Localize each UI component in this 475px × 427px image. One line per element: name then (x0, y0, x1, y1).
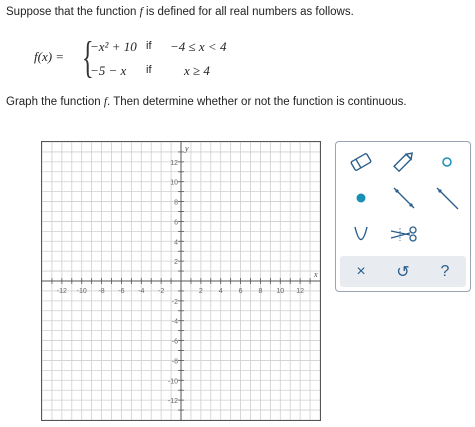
piece-1-if: if (146, 40, 152, 52)
x-tick-label: 4 (218, 288, 223, 295)
clear-button[interactable] (340, 256, 382, 287)
action-bar (340, 256, 466, 287)
help-icon: ? (440, 262, 450, 280)
instruction (6, 96, 407, 108)
y-tick-label: -6 (171, 338, 178, 346)
piecewise-definition (34, 33, 294, 82)
graph-svg[interactable] (42, 142, 320, 420)
y-tick-label: 10 (170, 179, 178, 187)
graph-canvas[interactable] (41, 141, 321, 421)
x-tick-label: 2 (198, 288, 203, 295)
ray-tool[interactable] (426, 180, 468, 216)
x-tick-label: -10 (76, 288, 87, 295)
y-tick-label: 6 (174, 219, 178, 227)
instruction-function-name: f (103, 96, 108, 108)
x-tick-label: -4 (138, 288, 145, 295)
scissors-tool[interactable] (383, 216, 425, 252)
intro-suffix: is defined for all real numbers as follows. (142, 6, 354, 18)
y-tick-label: 2 (174, 259, 178, 267)
intro-prefix: Suppose that the function (6, 6, 140, 18)
piece-2-if: if (146, 64, 152, 76)
instruction-suffix: . Then determine whether or not the function is continuous. (107, 96, 407, 108)
y-axis-label: y (185, 144, 189, 153)
open-point-tool[interactable] (426, 144, 468, 180)
x-tick-label: 8 (258, 288, 263, 295)
scissors-icon (388, 223, 420, 245)
x-tick-label: 10 (276, 288, 285, 295)
ray-icon (433, 184, 461, 212)
brace: { (82, 33, 94, 82)
closed-point-icon (351, 188, 371, 208)
function-lhs: f(x) = (34, 49, 65, 64)
x-tick-label: 6 (238, 288, 243, 295)
y-tick-label: -12 (167, 398, 178, 406)
open-point-icon (437, 152, 457, 172)
problem-intro (6, 6, 354, 18)
parabola-icon (349, 222, 373, 246)
x-tick-label: 12 (296, 288, 305, 295)
piece-1-expression: −x² + 10 (90, 39, 137, 54)
parabola-tool[interactable] (340, 216, 382, 252)
x-tick-label: -2 (158, 288, 165, 295)
piece-2-expression: −5 − x (90, 63, 127, 78)
y-tick-label: -8 (171, 358, 178, 366)
closed-point-tool[interactable] (340, 180, 382, 216)
y-tick-label: 12 (170, 159, 178, 167)
undo-button[interactable] (382, 256, 424, 287)
x-tick-label: -8 (98, 288, 105, 295)
instruction-prefix: Graph the function (6, 96, 104, 108)
x-tick-label: -6 (118, 288, 125, 295)
help-button[interactable] (424, 256, 466, 287)
y-tick-label: 4 (174, 239, 178, 247)
y-tick-label: -4 (171, 318, 178, 326)
piece-1-condition: −4 ≤ x < 4 (170, 39, 227, 54)
close-icon: × (356, 262, 366, 280)
pencil-icon (391, 150, 417, 174)
pencil-tool[interactable] (383, 144, 425, 180)
undo-icon: ↺ (396, 263, 410, 281)
x-tick-label: -12 (56, 288, 67, 295)
y-tick-label: -2 (171, 298, 178, 306)
y-tick-label: -10 (167, 378, 178, 386)
x-axis-label: x (314, 270, 318, 279)
piece-2-condition: x ≥ 4 (184, 63, 210, 78)
eraser-icon (348, 151, 374, 173)
y-tick-label: 8 (174, 199, 178, 207)
eraser-tool[interactable] (340, 144, 382, 180)
segment-icon (390, 184, 418, 212)
graph-toolbox (335, 141, 471, 292)
function-name: f (139, 6, 143, 18)
segment-tool[interactable] (383, 180, 425, 216)
